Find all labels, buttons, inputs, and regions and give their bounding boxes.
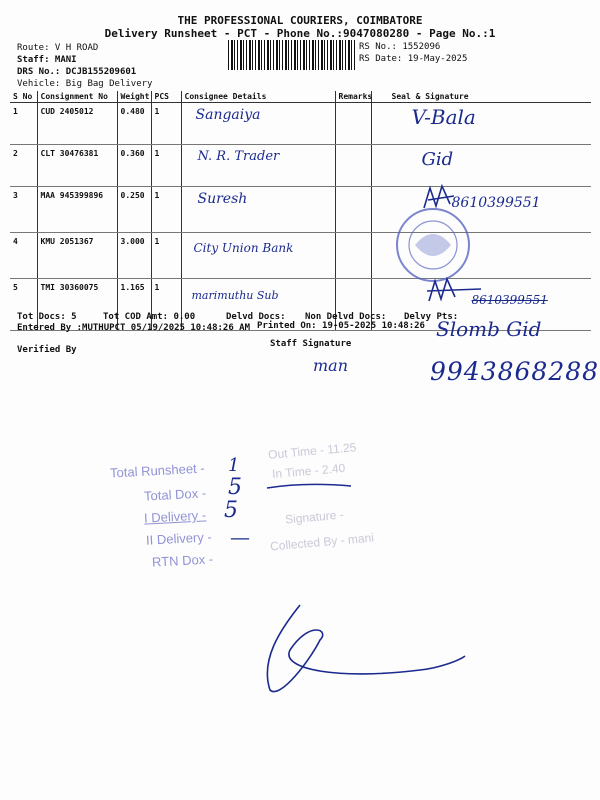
cell-sno: 4: [10, 233, 37, 279]
col-pcs-header: PCS: [151, 91, 181, 103]
stamp-ii-delivery-value: —: [230, 525, 250, 549]
table-row: [10, 103, 591, 145]
cell-signature: 8610399551: [371, 187, 591, 233]
rs-number: RS No.: 1552096: [359, 42, 441, 52]
cell-consignee: Sangaiya: [181, 103, 335, 145]
stamp-ii-delivery: II Delivery -: [145, 529, 213, 548]
entered-by: Entered By :MUTHUPCT 05/19/2025 10:48:26 AM: [17, 323, 250, 333]
stamp-i-delivery: I Delivery -: [143, 507, 207, 526]
printed-on: Printed On: 19-05-2025 10:48:26: [257, 321, 425, 331]
stamp-rtn-dox: RTN Dox -: [151, 551, 214, 570]
cell-weight: 3.000: [117, 233, 151, 279]
large-signature: [240, 590, 470, 700]
table-row: [10, 233, 591, 279]
non-delvd-docs: Non Delvd Docs:: [305, 312, 387, 322]
col-consignee-header: Consignee Details: [181, 91, 335, 103]
cell-pcs: 1: [151, 279, 181, 331]
stamp-total-dox-value: 5: [228, 475, 242, 500]
drs-number: DRS No.: DCJB155209601: [17, 67, 137, 77]
route-label: Route: V H ROAD: [17, 43, 99, 53]
cell-pcs: 1: [151, 187, 181, 233]
cell-remarks: [335, 103, 371, 145]
staff-label: Staff: MANI: [17, 55, 77, 65]
cell-weight: 0.250: [117, 187, 151, 233]
staff-handwritten-phone: 9943868288: [430, 357, 600, 386]
cell-weight: 0.360: [117, 145, 151, 187]
stamp-total-runsheet-value: 1: [228, 455, 240, 476]
cell-remarks: [335, 145, 371, 187]
cell-sno: 5: [10, 279, 37, 331]
cell-consignment: CUD 2405012: [37, 103, 117, 145]
cell-consignee: N. R. Trader: [181, 145, 335, 187]
cell-remarks: [335, 187, 371, 233]
cell-consignee: marimuthu Sub: [181, 279, 335, 331]
vehicle-label: Vehicle: Big Bag Delivery: [17, 79, 153, 89]
col-consignment-header: Consignment No: [37, 91, 117, 103]
col-weight-header: Weight: [117, 91, 151, 103]
cell-consignment: TMI 30360075: [37, 279, 117, 331]
cell-consignee: City Union Bank: [181, 233, 335, 279]
cell-pcs: 1: [151, 103, 181, 145]
cell-consignment: KMU 2051367: [37, 233, 117, 279]
table-row: [10, 145, 591, 187]
seal-stamp: [393, 205, 473, 285]
cell-weight: 0.480: [117, 103, 151, 145]
stamp-total-dox: Total Dox -: [143, 485, 207, 504]
table-row: [10, 187, 591, 233]
stamp-total-runsheet: Total Runsheet -: [109, 460, 205, 481]
stamp-i-delivery-value: 5: [224, 498, 238, 523]
stamp-collected-by: Collected By - mani: [269, 530, 375, 554]
cell-signature: V-Bala: [371, 103, 591, 145]
stamp-in-time: In Time - 2.40: [271, 460, 346, 482]
table-header-row: [10, 91, 591, 103]
signature-scribble: [420, 182, 460, 212]
col-remarks-header: Remarks: [335, 91, 371, 103]
stamp-strike-line: [265, 480, 355, 494]
cell-pcs: 1: [151, 145, 181, 187]
cell-signature: Gid: [371, 145, 591, 187]
runsheet-table: [10, 91, 591, 331]
col-signature-header: Seal & Signature: [371, 91, 591, 103]
cell-pcs: 1: [151, 233, 181, 279]
barcode: [228, 40, 356, 70]
cell-consignee: Suresh: [181, 187, 335, 233]
delvd-docs: Delvd Docs:: [226, 312, 286, 322]
tot-docs: Tot Docs: 5: [17, 312, 77, 322]
stamp-signature: Signature -: [284, 507, 345, 527]
verifier-handwritten: man: [313, 356, 349, 375]
cell-consignment: MAA 945399896: [37, 187, 117, 233]
delvy-pts: Delvy Pts:: [404, 312, 459, 322]
cell-weight: 1.165: [117, 279, 151, 331]
runsheet-subtitle: Delivery Runsheet - PCT - Phone No.:9047080280 - Page No.:1: [104, 27, 496, 40]
staff-handwritten-name: Slomb Gid: [436, 317, 542, 341]
signature-scribble-2: [425, 275, 485, 305]
cell-signature: 8610399551: [371, 279, 591, 331]
cell-consignment: CLT 30476381: [37, 145, 117, 187]
cell-sno: 3: [10, 187, 37, 233]
cell-sno: 1: [10, 103, 37, 145]
cell-sno: 2: [10, 145, 37, 187]
rs-date: RS Date: 19-May-2025: [359, 54, 468, 64]
verified-by-label: Verified By: [17, 345, 77, 355]
col-sno-header: S No: [10, 91, 37, 103]
cell-remarks: [335, 233, 371, 279]
company-title: THE PROFESSIONAL COURIERS, COIMBATORE: [177, 14, 423, 27]
staff-signature-label: Staff Signature: [270, 339, 352, 349]
tot-cod-amt: Tot COD Amt: 0.00: [103, 312, 196, 322]
stamp-out-time: Out Time - 11.25: [267, 440, 357, 462]
